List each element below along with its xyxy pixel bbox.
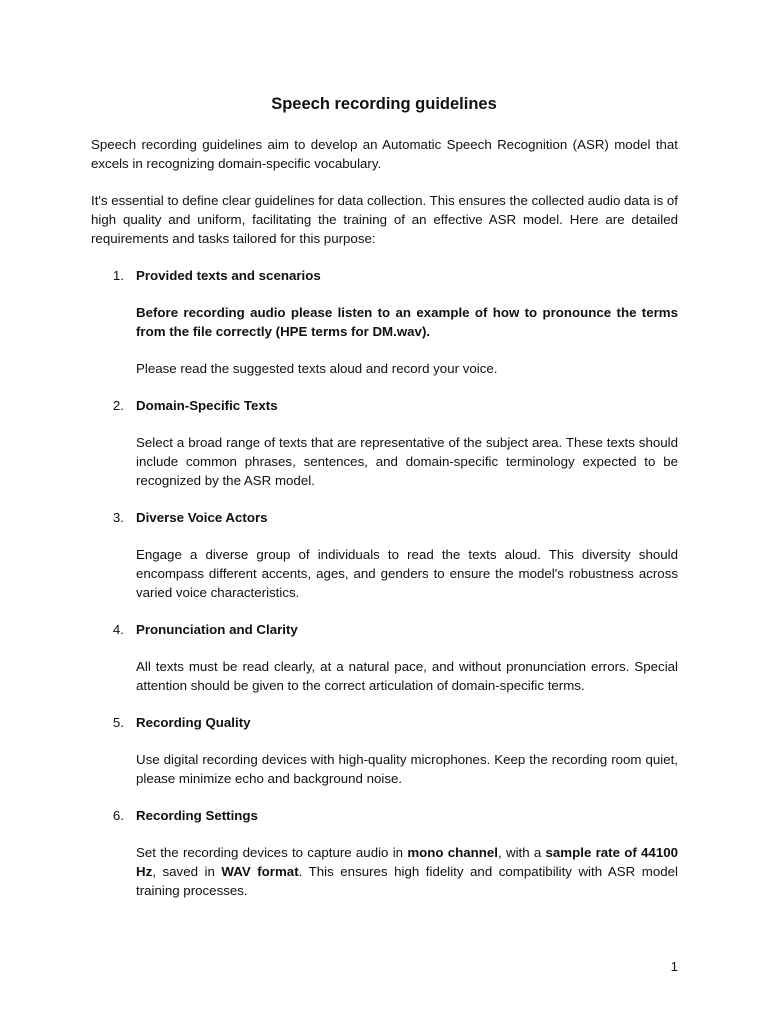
list-item-number: 2.: [112, 398, 124, 413]
page-number: 1: [670, 959, 678, 974]
text-run: , with a: [498, 845, 546, 860]
list-item-heading: [112, 806, 678, 825]
list-item-title: Provided texts and scenarios: [136, 268, 321, 283]
list-item-number: 5.: [112, 715, 124, 730]
list-item-title: Pronunciation and Clarity: [136, 622, 298, 637]
list-item-heading: [112, 713, 678, 732]
list-item-number: 3.: [112, 510, 124, 525]
list-item: [91, 396, 678, 490]
text-run-bold: mono channel: [407, 845, 499, 860]
list-item: [91, 508, 678, 602]
text-run: Set the recording devices to capture audio in: [136, 845, 408, 860]
list-item-bold-note: Before recording audio please listen to an example of how to pronounce the terms from the file correctly (HPE terms for DM.wav).: [136, 305, 678, 339]
text-run-bold: WAV format: [221, 864, 299, 879]
list-item: [91, 806, 678, 900]
list-item: [91, 266, 678, 378]
list-item-heading: [112, 396, 678, 415]
list-item-title: Diverse Voice Actors: [136, 510, 268, 525]
text-run: . This ensures high fidelity and compatibility with ASR model training processes.: [136, 864, 678, 898]
list-item-text: Use digital recording devices with high-quality microphones. Keep the recording room quiet, please minimize echo and background noise.: [136, 752, 678, 786]
list-item-text: [136, 843, 678, 900]
list-item-number: 6.: [112, 808, 124, 823]
list-item-number: 1.: [112, 268, 124, 283]
list-item-title: Domain-Specific Texts: [136, 398, 278, 413]
document-body: [91, 135, 678, 918]
text-run-bold: sample rate of 44100 Hz: [136, 845, 679, 879]
list-item-text: Select a broad range of texts that are representative of the subject area. These texts should include common phrases, sentences, and domain-specific terminology expected to be recognized by the ASR model.: [136, 435, 678, 488]
list-item-text: Engage a diverse group of individuals to read the texts aloud. This diversity should encompass different accents, ages, and genders to ensure the model's robustness across varied voice characteristics.: [136, 547, 678, 600]
page-title: Speech recording guidelines: [271, 95, 497, 113]
list-item-number: 4.: [112, 622, 124, 637]
list-item-heading: [112, 620, 678, 639]
list-item-heading: [112, 266, 678, 285]
intro-paragraph-2: It's essential to define clear guidelines for data collection. This ensures the collected audio data is of high quality and uniform, facilitating the training of an effective ASR model. Here are detailed requirements and tasks tailored for this purpose:: [91, 193, 678, 246]
list-item-text: All texts must be read clearly, at a natural pace, and without pronunciation errors. Special attention should be given to the correct articulation of domain-specific terms.: [136, 659, 678, 693]
list-item: [91, 620, 678, 695]
list-item-text: Please read the suggested texts aloud and record your voice.: [136, 361, 498, 376]
list-item-title: Recording Quality: [136, 715, 251, 730]
list-item-title: Recording Settings: [136, 808, 258, 823]
text-run: , saved in: [152, 864, 222, 879]
list-item-heading: [112, 508, 678, 527]
intro-paragraph-1: Speech recording guidelines aim to develop an Automatic Speech Recognition (ASR) model that excels in recognizing domain-specific vocabulary.: [91, 137, 678, 171]
list-item: [91, 713, 678, 788]
